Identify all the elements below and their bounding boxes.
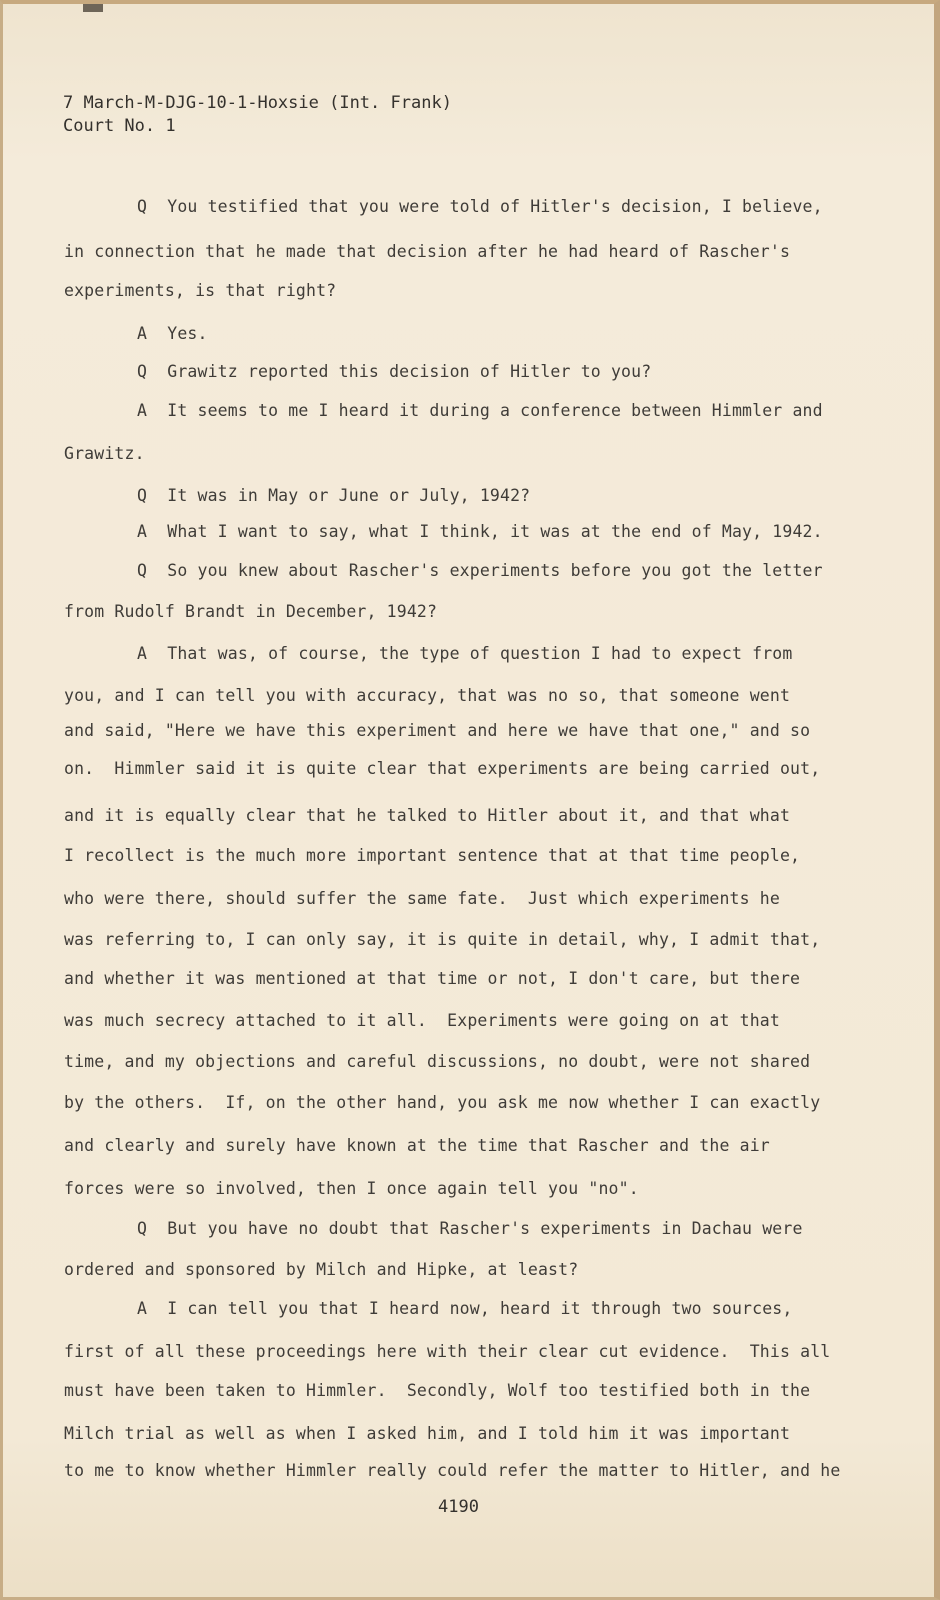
- header-case-line: 7 March-M-DJG-10-1-Hoxsie (Int. Frank): [63, 93, 452, 113]
- transcript-line: to me to know whether Himmler really could refer the matter to Hitler, and he: [64, 1461, 841, 1480]
- transcript-line: experiments, is that right?: [64, 281, 337, 300]
- transcript-line: I recollect is the much more important sentence that at that time people,: [64, 846, 801, 865]
- transcript-line: and clearly and surely have known at the time that Rascher and the air: [64, 1136, 770, 1155]
- transcript-line: ordered and sponsored by Milch and Hipke, at least?: [64, 1260, 579, 1279]
- page-number: 4190: [438, 1497, 479, 1517]
- transcript-line: Milch trial as well as when I asked him, and I told him it was important: [64, 1424, 791, 1443]
- staple-mark: [83, 4, 103, 12]
- transcript-line: Q You testified that you were told of Hitler's decision, I believe,: [137, 197, 823, 216]
- transcript-line: Q It was in May or June or July, 1942?: [137, 486, 531, 505]
- transcript-line: first of all these proceedings here with their clear cut evidence. This all: [64, 1342, 831, 1361]
- transcript-line: by the others. If, on the other hand, you ask me now whether I can exactly: [64, 1093, 821, 1112]
- transcript-line: A It seems to me I heard it during a conference between Himmler and: [137, 401, 823, 420]
- document-header: [63, 92, 452, 138]
- transcript-line: Q But you have no doubt that Rascher's experiments in Dachau were: [137, 1219, 803, 1238]
- transcript-line: A I can tell you that I heard now, heard it through two sources,: [137, 1299, 793, 1318]
- transcript-line: you, and I can tell you with accuracy, that was no so, that someone went: [64, 686, 791, 705]
- transcript-line: was referring to, I can only say, it is quite in detail, why, I admit that,: [64, 930, 821, 949]
- transcript-line: must have been taken to Himmler. Secondly, Wolf too testified both in the: [64, 1381, 811, 1400]
- transcript-line: Grawitz.: [64, 444, 145, 463]
- transcript-line: and it is equally clear that he talked to Hitler about it, and that what: [64, 806, 791, 825]
- header-court-line: Court No. 1: [63, 116, 176, 136]
- transcript-line: from Rudolf Brandt in December, 1942?: [64, 602, 438, 621]
- transcript-line: forces were so involved, then I once again tell you "no".: [64, 1179, 639, 1198]
- transcript-line: on. Himmler said it is quite clear that experiments are being carried out,: [64, 759, 821, 778]
- transcript-line: was much secrecy attached to it all. Experiments were going on at that: [64, 1011, 780, 1030]
- transcript-line: Q Grawitz reported this decision of Hitler to you?: [137, 362, 652, 381]
- transcript-line: A That was, of course, the type of question I had to expect from: [137, 644, 793, 663]
- transcript-line: and said, "Here we have this experiment and here we have that one," and so: [64, 721, 811, 740]
- transcript-line: and whether it was mentioned at that time or not, I don't care, but there: [64, 969, 801, 988]
- transcript-line: who were there, should suffer the same fate. Just which experiments he: [64, 889, 780, 908]
- transcript-line: time, and my objections and careful discussions, no doubt, were not shared: [64, 1052, 811, 1071]
- transcript-line: in connection that he made that decision after he had heard of Rascher's: [64, 242, 791, 261]
- transcript-line: A Yes.: [137, 324, 208, 343]
- transcript-line: A What I want to say, what I think, it was at the end of May, 1942.: [137, 522, 823, 541]
- transcript-line: Q So you knew about Rascher's experiments before you got the letter: [137, 561, 823, 580]
